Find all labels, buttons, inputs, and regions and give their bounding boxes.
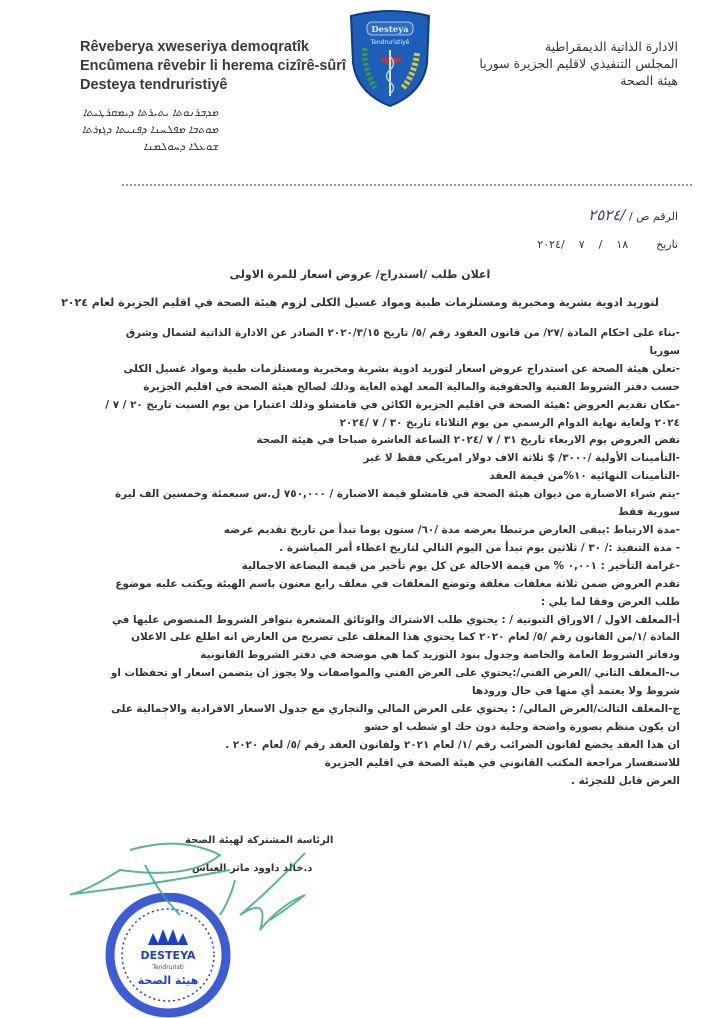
body-paragraph: -بناء على احكام المادة /٢٧/ من قانون العقود رقم /٥/ تاريخ ٢٠٢٠/٣/١٥ الصادر عن الادارة الذاتية لشمال وشرق سوريا bbox=[125, 327, 680, 357]
stamp-name: DESTEYA bbox=[140, 949, 196, 962]
announcement-subtitle: لتوريد ادوية بشرية ومخبرية ومستلزمات طبية ومواد غسيل الكلى لزوم هيئة الصحة في اقليم الجزيرة لعام ٢٠٢٤ bbox=[61, 296, 659, 309]
signatory-names: د.خالد داوود ماثر العباس bbox=[192, 863, 313, 874]
body-paragraph: -تعلن هيئة الصحة عن استدراج عروض اسعار لتوريد ادوية بشرية ومخبرية ومستلزمات طبية ومواد غسيل الكلى حسب دفتر الشروط الفنية والحقوقية والمالية المعد لهذه الغاية وذلك لصالح هيئة الصحة في اقليم الجزيرة bbox=[123, 362, 680, 393]
body-paragraph: للاستفسار مراجعة المكتب القانوني في هيئة الصحة في اقليم الجزيرة bbox=[324, 756, 680, 769]
health-authority-logo bbox=[345, 8, 435, 108]
signature-block bbox=[70, 835, 370, 1015]
reference-label: الرقم ص / bbox=[628, 210, 678, 223]
header-kurdish bbox=[80, 38, 346, 95]
header-arabic-line: هيئة الصحة bbox=[620, 73, 678, 88]
signatory-title: الرئاسة المشتركة لهيئة الصحة bbox=[185, 835, 334, 846]
body-paragraph: تقدم العروض ضمن ثلاثة مغلفات مغلقة وتوضع المغلفات في مغلف رابع معنون باسم الهيئة ويكتب عليه موضوع طلب العرض وفقا لما يلي : bbox=[115, 577, 680, 608]
header-kurdish-line: Encûmena rêvebir li herema cizîrê-sûrî bbox=[80, 58, 346, 74]
header-divider bbox=[122, 184, 692, 186]
stamp-sun-icon bbox=[148, 929, 188, 945]
header-kurdish-line: Desteya tendruristiyê bbox=[80, 77, 228, 93]
reference-date-line bbox=[537, 238, 678, 251]
header-syriac-line: ܫܘܥܠܐ ܕܚܘܠܡܢܐ bbox=[143, 140, 219, 153]
body-paragraph: -غرامة التأخير : ٠,٠٠١ % من قيمة الاحالة عن كل يوم تأخير من قيمة البضاعة الاجمالية bbox=[241, 559, 680, 572]
body-paragraph: -التأمينات الأولية /٣٠٠٠/ $ ثلاثة الاف دولار امريكي فقط لا غير bbox=[363, 452, 680, 465]
header-kurdish-line: Rêveberya xweseriya demoqratîk bbox=[80, 39, 309, 55]
body-paragraph: -يتم شراء الاضبارة من ديوان هيئة الصحة في قامشلو قيمة الاضبارة / ٧٥٠,٠٠٠ ل.س سبعمئة وخمسين الف ليرة سورية فقط bbox=[115, 488, 680, 519]
header-syriac-line: ܡܕܒܪܢܘܬܐ ܝܬܝܪܬܐ ܕܝܡܩܪܛܝܬܐ bbox=[82, 106, 219, 119]
announcement-title: اعلان طلب /استدراج/ عروض اسعار للمرة الاولى bbox=[229, 268, 491, 281]
body-paragraph: تفض العروض يوم الاربعاء تاريخ ٣١ / ٧ /٢٠٢٤ الساعة العاشرة صباحا في هيئة الصحة bbox=[256, 434, 680, 447]
stamp-subtitle: Tendruristi bbox=[152, 964, 184, 971]
logo-subtitle: Tendruristiyê bbox=[370, 39, 410, 46]
header-arabic-line: المجلس التنفيذي لاقليم الجزيرة سوريا bbox=[479, 56, 678, 71]
stamp-arabic: هيئة الصحة bbox=[137, 974, 199, 987]
announcement-body bbox=[100, 325, 680, 791]
body-paragraph: ج-المغلف الثالث/العرض المالي/ : يحتوي على العرض المالي والتجاري مع جدول الاسعار الافرادية والاجمالية على ان يكون منظم بصورة واضحة وجلية دون حك او شطب او حشو bbox=[110, 703, 680, 733]
reference-number: /٢٥٢٤ bbox=[588, 206, 626, 224]
header-syriac-line: ܡܘܬܒܐ ܡܦܠܚܢܐ ܕܦܢܝܬܐ ܕܓܙܪܬܐ bbox=[82, 123, 219, 136]
reference-date: ١٨ / ٧ /٢٠٢٤ bbox=[537, 238, 629, 251]
official-stamp bbox=[103, 893, 233, 1018]
body-paragraph: أ-المغلف الاول / الاوراق الثبوتية / : يحتوي طلب الاشتراك والوثائق المشعرة بتوافر الشروط المنصوص عليها في المادة /١/من القانون رقم /٥/ لعام ٢٠٢٠ كما يحتوي هذا المغلف على تصريح من العارض انه اطلع على الاعلان ودفاتر الشروط العامة والخاصة وجدول بنود التوريد كما هي موضحة في دفتر الشروط القانونية bbox=[112, 613, 680, 662]
header-arabic-line: الادارة الذاتية الديمقراطية bbox=[544, 39, 678, 54]
body-paragraph: - مدة التنفيذ :/ ٣٠ / ثلاثين يوم تبدأ من اليوم التالي لتاريخ اعطاء أمر المباشرة . bbox=[279, 541, 680, 554]
body-paragraph: ب-المغلف الثاني /العرض الفني/:يحتوي على العرض الفني والمواصفات ولا يجوز ان يتضمن اسعار او تحفظات او شروط ولا يعتمد أي منها في حال ورودها bbox=[110, 667, 680, 698]
body-paragraph: العرض قابل للتجزئة . bbox=[571, 774, 680, 787]
header-arabic bbox=[479, 38, 678, 89]
body-paragraph: ان هذا العقد يخضع لقانون الضرائب رقم /١/ لعام ٢٠٢١ ولقانون العقد رقم /٥/ لعام ٢٠٢٠ . bbox=[225, 738, 680, 751]
logo-name: Desteya bbox=[371, 25, 409, 35]
body-paragraph: -مدة الارتباط :يبقى العارض مرتبطا بعرضه مدة /٦٠/ ستون يوما تبدأ من تاريخ تقديم عرضه bbox=[223, 523, 680, 536]
reference-number-line bbox=[588, 206, 678, 224]
body-paragraph: -التأمينات النهائية ١٠%من قيمة العقد bbox=[489, 470, 680, 483]
body-paragraph: -مكان تقديم العروض :هيئة الصحة في اقليم الجزيرة الكائن في قامشلو وذلك اعتبارا من يوم السبت تاريخ ٢٠ / ٧ /٢٠٢٤ ولغاية نهاية الدوام الرسمي من يوم الثلاثاء تاريخ ٣٠ / ٧ /٢٠٢٤ bbox=[105, 398, 680, 429]
reference-date-label: تاريخ bbox=[656, 238, 678, 251]
header-syriac bbox=[82, 104, 218, 155]
